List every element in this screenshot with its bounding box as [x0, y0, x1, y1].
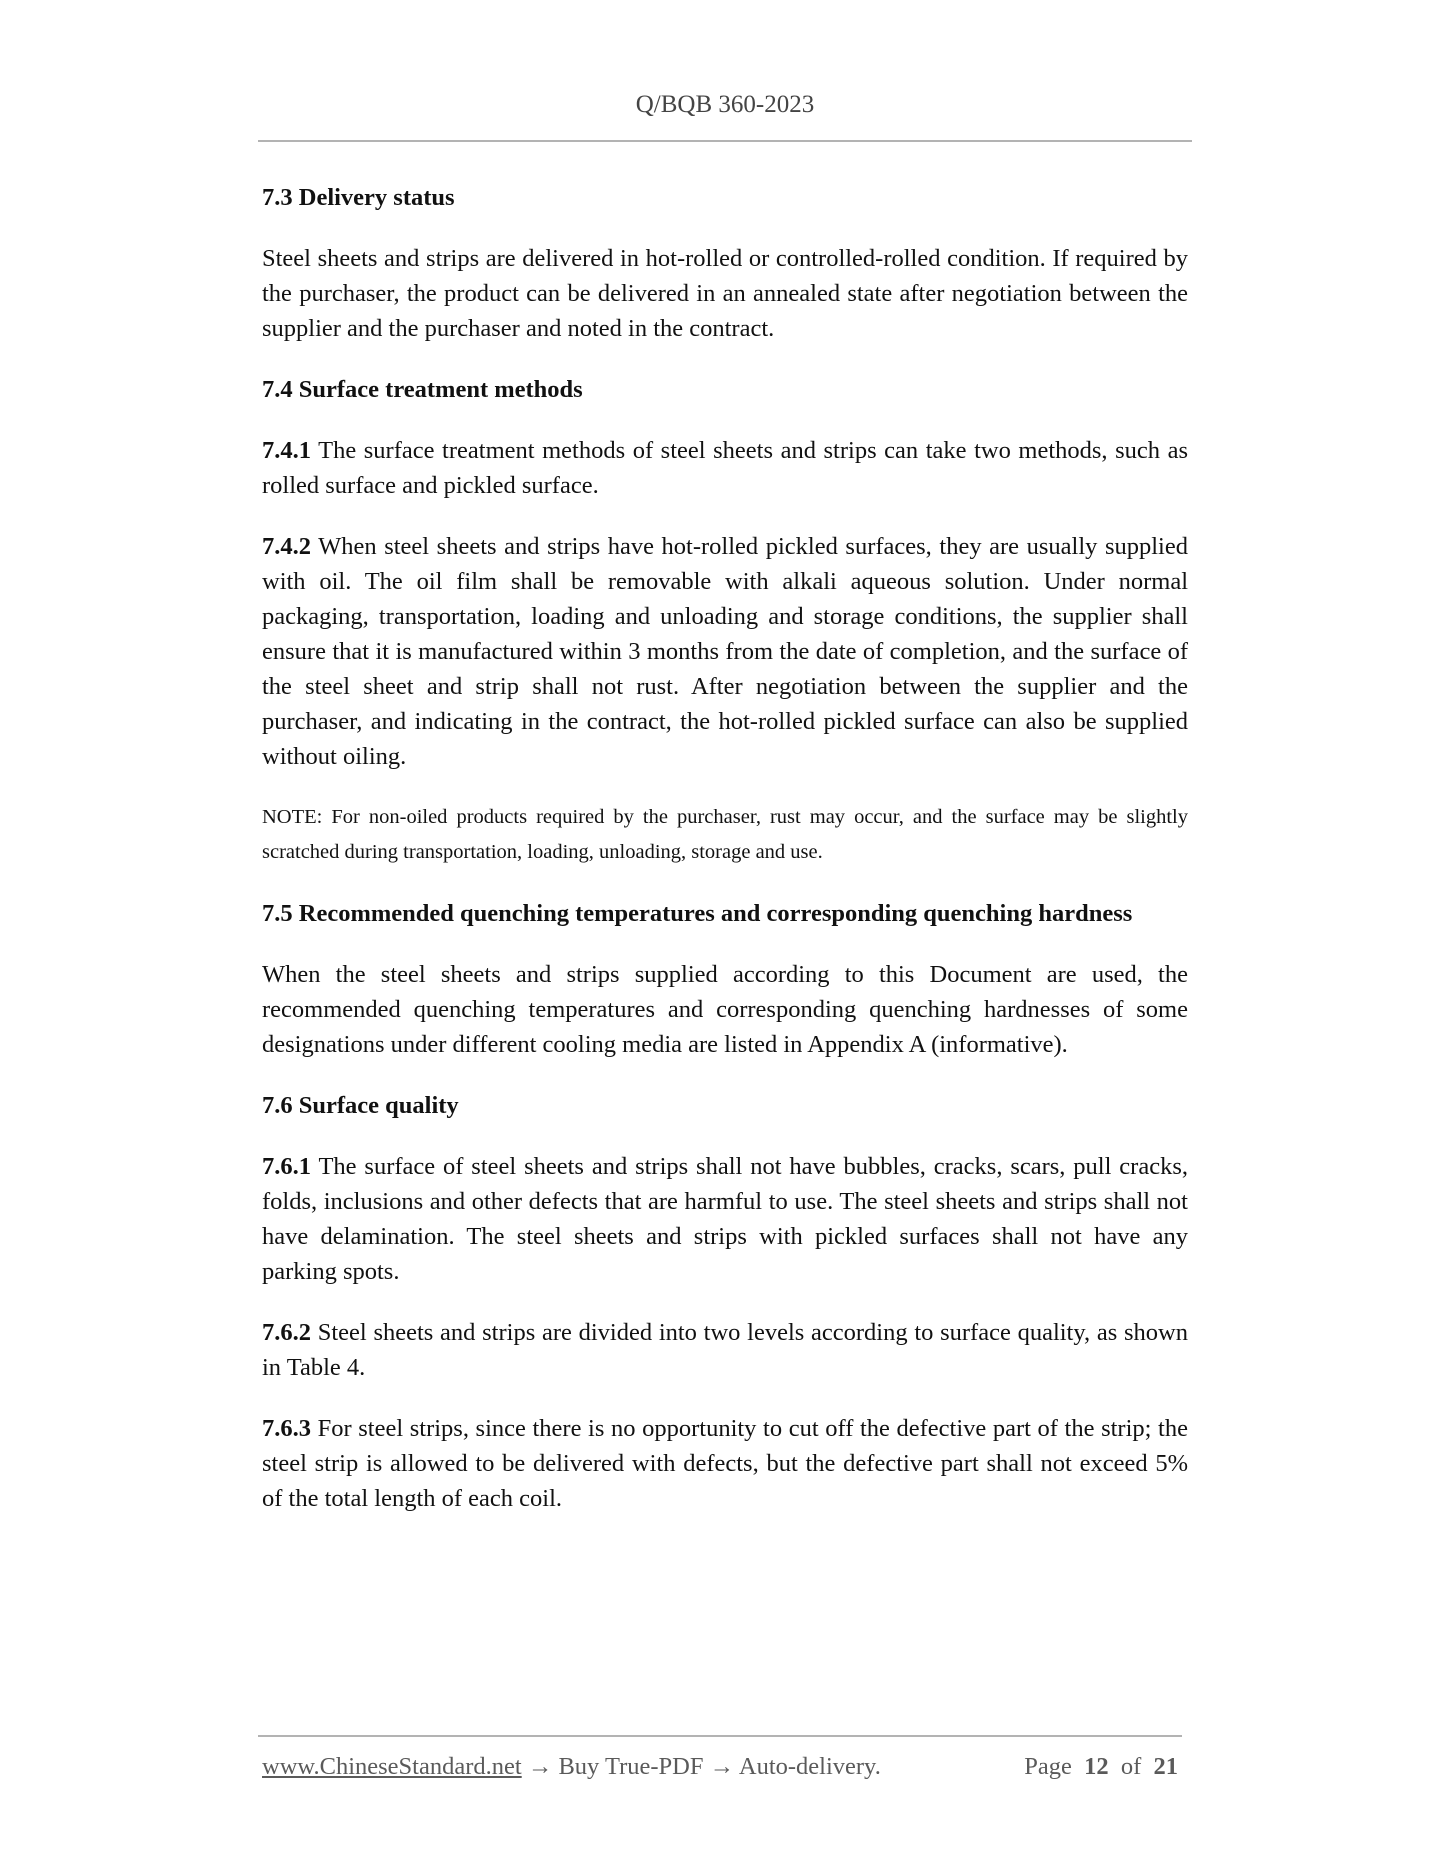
clause-text: The surface treatment methods of steel sheets and strips can take two methods, such as rolled surface and pickled surface.	[262, 437, 1188, 499]
clause-number: 7.6.3	[262, 1415, 311, 1442]
clause-7-4-1	[262, 433, 1188, 503]
section-7-5-text: When the steel sheets and strips supplied according to this Document are used, the recommended quenching temperatures and corresponding quenching hardnesses of some designations under different cooling media are listed in Appendix A (informative).	[262, 961, 1188, 1058]
footer-divider	[258, 1735, 1182, 1737]
clause-7-6-3	[262, 1411, 1188, 1516]
section-7-3-text: Steel sheets and strips are delivered in hot-rolled or controlled-rolled condition. If required by the purchaser, the product can be delivered in an annealed state after negotiation between the supplier and the purchaser and noted in the contract.	[262, 245, 1188, 342]
section-heading-7-3: 7.3 Delivery status	[262, 184, 455, 211]
website-link[interactable]: www.ChineseStandard.net	[262, 1753, 522, 1780]
page-header: Q/BQB 360-2023	[635, 91, 815, 118]
header-divider	[258, 140, 1192, 142]
page-label: Page	[1024, 1753, 1072, 1780]
page-current: 12	[1084, 1753, 1109, 1780]
arrow-icon: →	[521, 1753, 559, 1780]
page-of-label: of	[1120, 1753, 1142, 1780]
clause-number: 7.6.1	[262, 1153, 311, 1180]
clause-text: When steel sheets and strips have hot-rolled pickled surfaces, they are usually supplied with oil. The oil film shall be removable with alkali aqueous solution. Under normal packaging, transportation, loading and unloading and storage conditions, the supplier shall ensure that it is manufactured within 3 months from the date of completion, and the surface of the steel sheet and strip shall not rust. After negotiation between the supplier and the purchaser, and indicating in the contract, the hot-rolled pickled surface can also be supplied without oiling.	[262, 533, 1188, 770]
section-heading-7-5: 7.5 Recommended quenching temperatures and corresponding quenching hardness	[262, 900, 1133, 927]
clause-7-6-1	[262, 1149, 1188, 1289]
clause-number: 7.4.2	[262, 533, 311, 560]
page-number	[1024, 1752, 1178, 1782]
clause-number: 7.4.1	[262, 437, 311, 464]
clause-number: 7.6.2	[262, 1319, 311, 1346]
clause-text: The surface of steel sheets and strips shall not have bubbles, cracks, scars, pull cracks, folds, inclusions and other defects that are harmful to use. The steel sheets and strips shall not have delamination. The steel sheets and strips with pickled surfaces shall not have any parking spots.	[262, 1153, 1188, 1285]
section-heading-7-4: 7.4 Surface treatment methods	[262, 376, 583, 403]
arrow-icon: →	[703, 1753, 739, 1780]
buy-pdf-text: Buy True-PDF	[558, 1753, 704, 1780]
clause-7-4-2	[262, 529, 1188, 774]
footer-links	[262, 1752, 881, 1782]
clause-text: For steel strips, since there is no opportunity to cut off the defective part of the strip; the steel strip is allowed to be delivered with defects, but the defective part shall not exceed 5% of the total length of each coil.	[262, 1415, 1188, 1512]
document-body	[262, 180, 1188, 1542]
page-total: 21	[1153, 1753, 1178, 1780]
clause-text: Steel sheets and strips are divided into two levels according to surface quality, as shown in Table 4.	[262, 1319, 1188, 1381]
note-7-4: NOTE: For non-oiled products required by the purchaser, rust may occur, and the surface may be slightly scratched during transportation, loading, unloading, storage and use.	[262, 806, 1188, 863]
clause-7-6-2	[262, 1315, 1188, 1385]
section-heading-7-6: 7.6 Surface quality	[262, 1092, 459, 1119]
auto-delivery-text: Auto-delivery.	[738, 1753, 881, 1780]
